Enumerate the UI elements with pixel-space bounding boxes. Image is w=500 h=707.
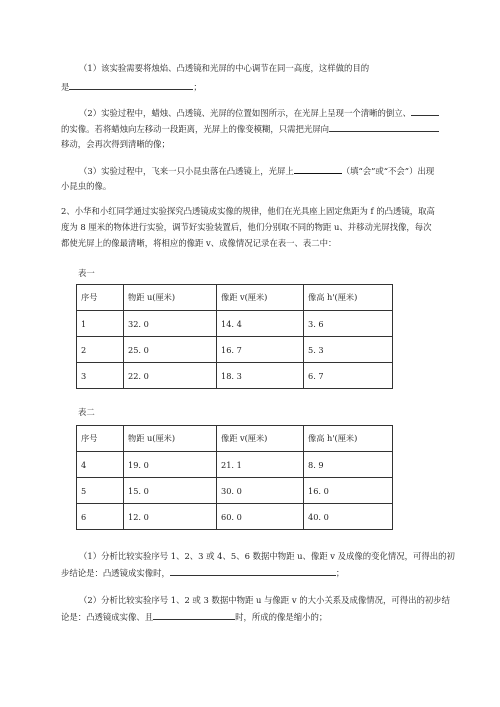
table-cell: 12. 0 <box>124 504 217 530</box>
table2-header-cell: 物距 u(厘米) <box>124 426 217 452</box>
s2-prefix: 论是：凸透镜成实像、且 <box>61 612 154 622</box>
q1-answer-blank[interactable] <box>69 81 193 90</box>
table-row <box>77 452 393 478</box>
q3-line1 <box>79 165 434 177</box>
table-cell: 3 <box>77 363 124 389</box>
table2 <box>76 425 393 530</box>
table-row <box>77 337 393 363</box>
table2-header-row <box>77 426 393 452</box>
s1-suffix: ； <box>335 568 345 578</box>
table-cell: 5. 3 <box>304 337 393 363</box>
p2-line2: 度为 8 厘米的物体进行实验，调节好实验装置后，他们分别取不同的物距 u、并移动光屏找像，每次 <box>61 222 432 232</box>
table-cell: 4 <box>77 452 124 478</box>
q2-line3: 移动，会再次得到清晰的像； <box>61 139 170 149</box>
q3-line1-tail: （填“会”或“不会”）出现 <box>341 166 435 176</box>
s2-condition-blank[interactable] <box>153 611 235 620</box>
table-cell: 3. 6 <box>304 311 393 337</box>
table-cell: 18. 3 <box>217 363 304 389</box>
table-row <box>77 504 393 530</box>
q2-image-type-blank[interactable] <box>411 107 439 116</box>
q2-line2-text: 的实像。若将蜡烛向左移动一段距离，光屏上的像变模糊，只需把光屏向 <box>61 124 329 134</box>
p2-line3: 都使光屏上的像最清晰，将相应的像距 v、成像情况记录在表一、表二中： <box>61 238 337 248</box>
table2-caption: 表二 <box>78 407 95 417</box>
q3-line1-text: （3）实验过程中，飞来一只小昆虫落在凸透镜上，光屏上 <box>79 166 294 176</box>
table1-caption: 表一 <box>78 268 95 278</box>
table-row <box>77 311 393 337</box>
q2-line1 <box>79 107 439 119</box>
table-cell: 6 <box>77 504 124 530</box>
table-cell: 16. 0 <box>304 478 393 504</box>
table1-header-cell: 像距 v(厘米) <box>217 285 304 311</box>
table-cell: 25. 0 <box>124 337 217 363</box>
table-cell: 8. 9 <box>304 452 393 478</box>
p2-line1: 2、小华和小红同学通过实验探究凸透镜成实像的规律，他们在光具座上固定焦距为 f 的凸透镜，取高 <box>61 206 435 216</box>
table-cell: 2 <box>77 337 124 363</box>
q1-line2 <box>61 81 202 93</box>
s2-suffix: 时，所成的像是缩小的； <box>235 612 328 622</box>
table1-header-cell: 物距 u(厘米) <box>124 285 217 311</box>
table-cell: 21. 1 <box>217 452 304 478</box>
table-cell: 6. 7 <box>304 363 393 389</box>
table-cell: 15. 0 <box>124 478 217 504</box>
s1-prefix: 步结论是：凸透镜成实像时， <box>61 568 170 578</box>
table-cell: 16. 7 <box>217 337 304 363</box>
table-row <box>77 363 393 389</box>
table2-header-cell: 序号 <box>77 426 124 452</box>
s1-conclusion-blank[interactable] <box>170 567 336 576</box>
s1-line1: （1）分析比较实验序号 1、2、3 或 4、5、6 数据中物距 u、像距 v 及成像的变化情况，可得出的初 <box>79 551 455 561</box>
table-cell: 60. 0 <box>217 504 304 530</box>
table2-header-cell: 像高 h'(厘米) <box>304 426 393 452</box>
q1-suffix: ； <box>193 82 202 92</box>
table2-header-cell: 像距 v(厘米) <box>217 426 304 452</box>
table-cell: 19. 0 <box>124 452 217 478</box>
table1-header-cell: 序号 <box>77 285 124 311</box>
table-cell: 14. 4 <box>217 311 304 337</box>
q1-prefix: 是 <box>61 82 70 92</box>
table-cell: 30. 0 <box>217 478 304 504</box>
table1-header-cell: 像高 h'(厘米) <box>304 285 393 311</box>
q2-line1-text: （2）实验过程中，蜡烛、凸透镜、光屏的位置如图所示，在光屏上呈现一个清晰的倒立、 <box>79 108 411 118</box>
q2-line2 <box>61 123 439 135</box>
table-cell: 32. 0 <box>124 311 217 337</box>
table1 <box>76 284 393 389</box>
table1-header-row <box>77 285 393 311</box>
table-cell: 40. 0 <box>304 504 393 530</box>
s2-line2 <box>61 611 327 623</box>
q2-direction-blank[interactable] <box>329 123 439 132</box>
s1-line2 <box>61 567 344 579</box>
table-cell: 22. 0 <box>124 363 217 389</box>
table-cell: 1 <box>77 311 124 337</box>
q1-line1: （1）该实验需要将烛焰、凸透镜和光屏的中心调节在同一高度，这样做的目的 <box>79 63 370 73</box>
q3-line2: 小昆虫的像。 <box>61 181 112 191</box>
table-row <box>77 478 393 504</box>
s2-line1: （2）分析比较实验序号 1、2 或 3 数据中物距 u 与像距 v 的大小关系及成像情况，可得出的初步结 <box>79 595 450 605</box>
q3-answer-blank[interactable] <box>294 165 342 174</box>
table-cell: 5 <box>77 478 124 504</box>
